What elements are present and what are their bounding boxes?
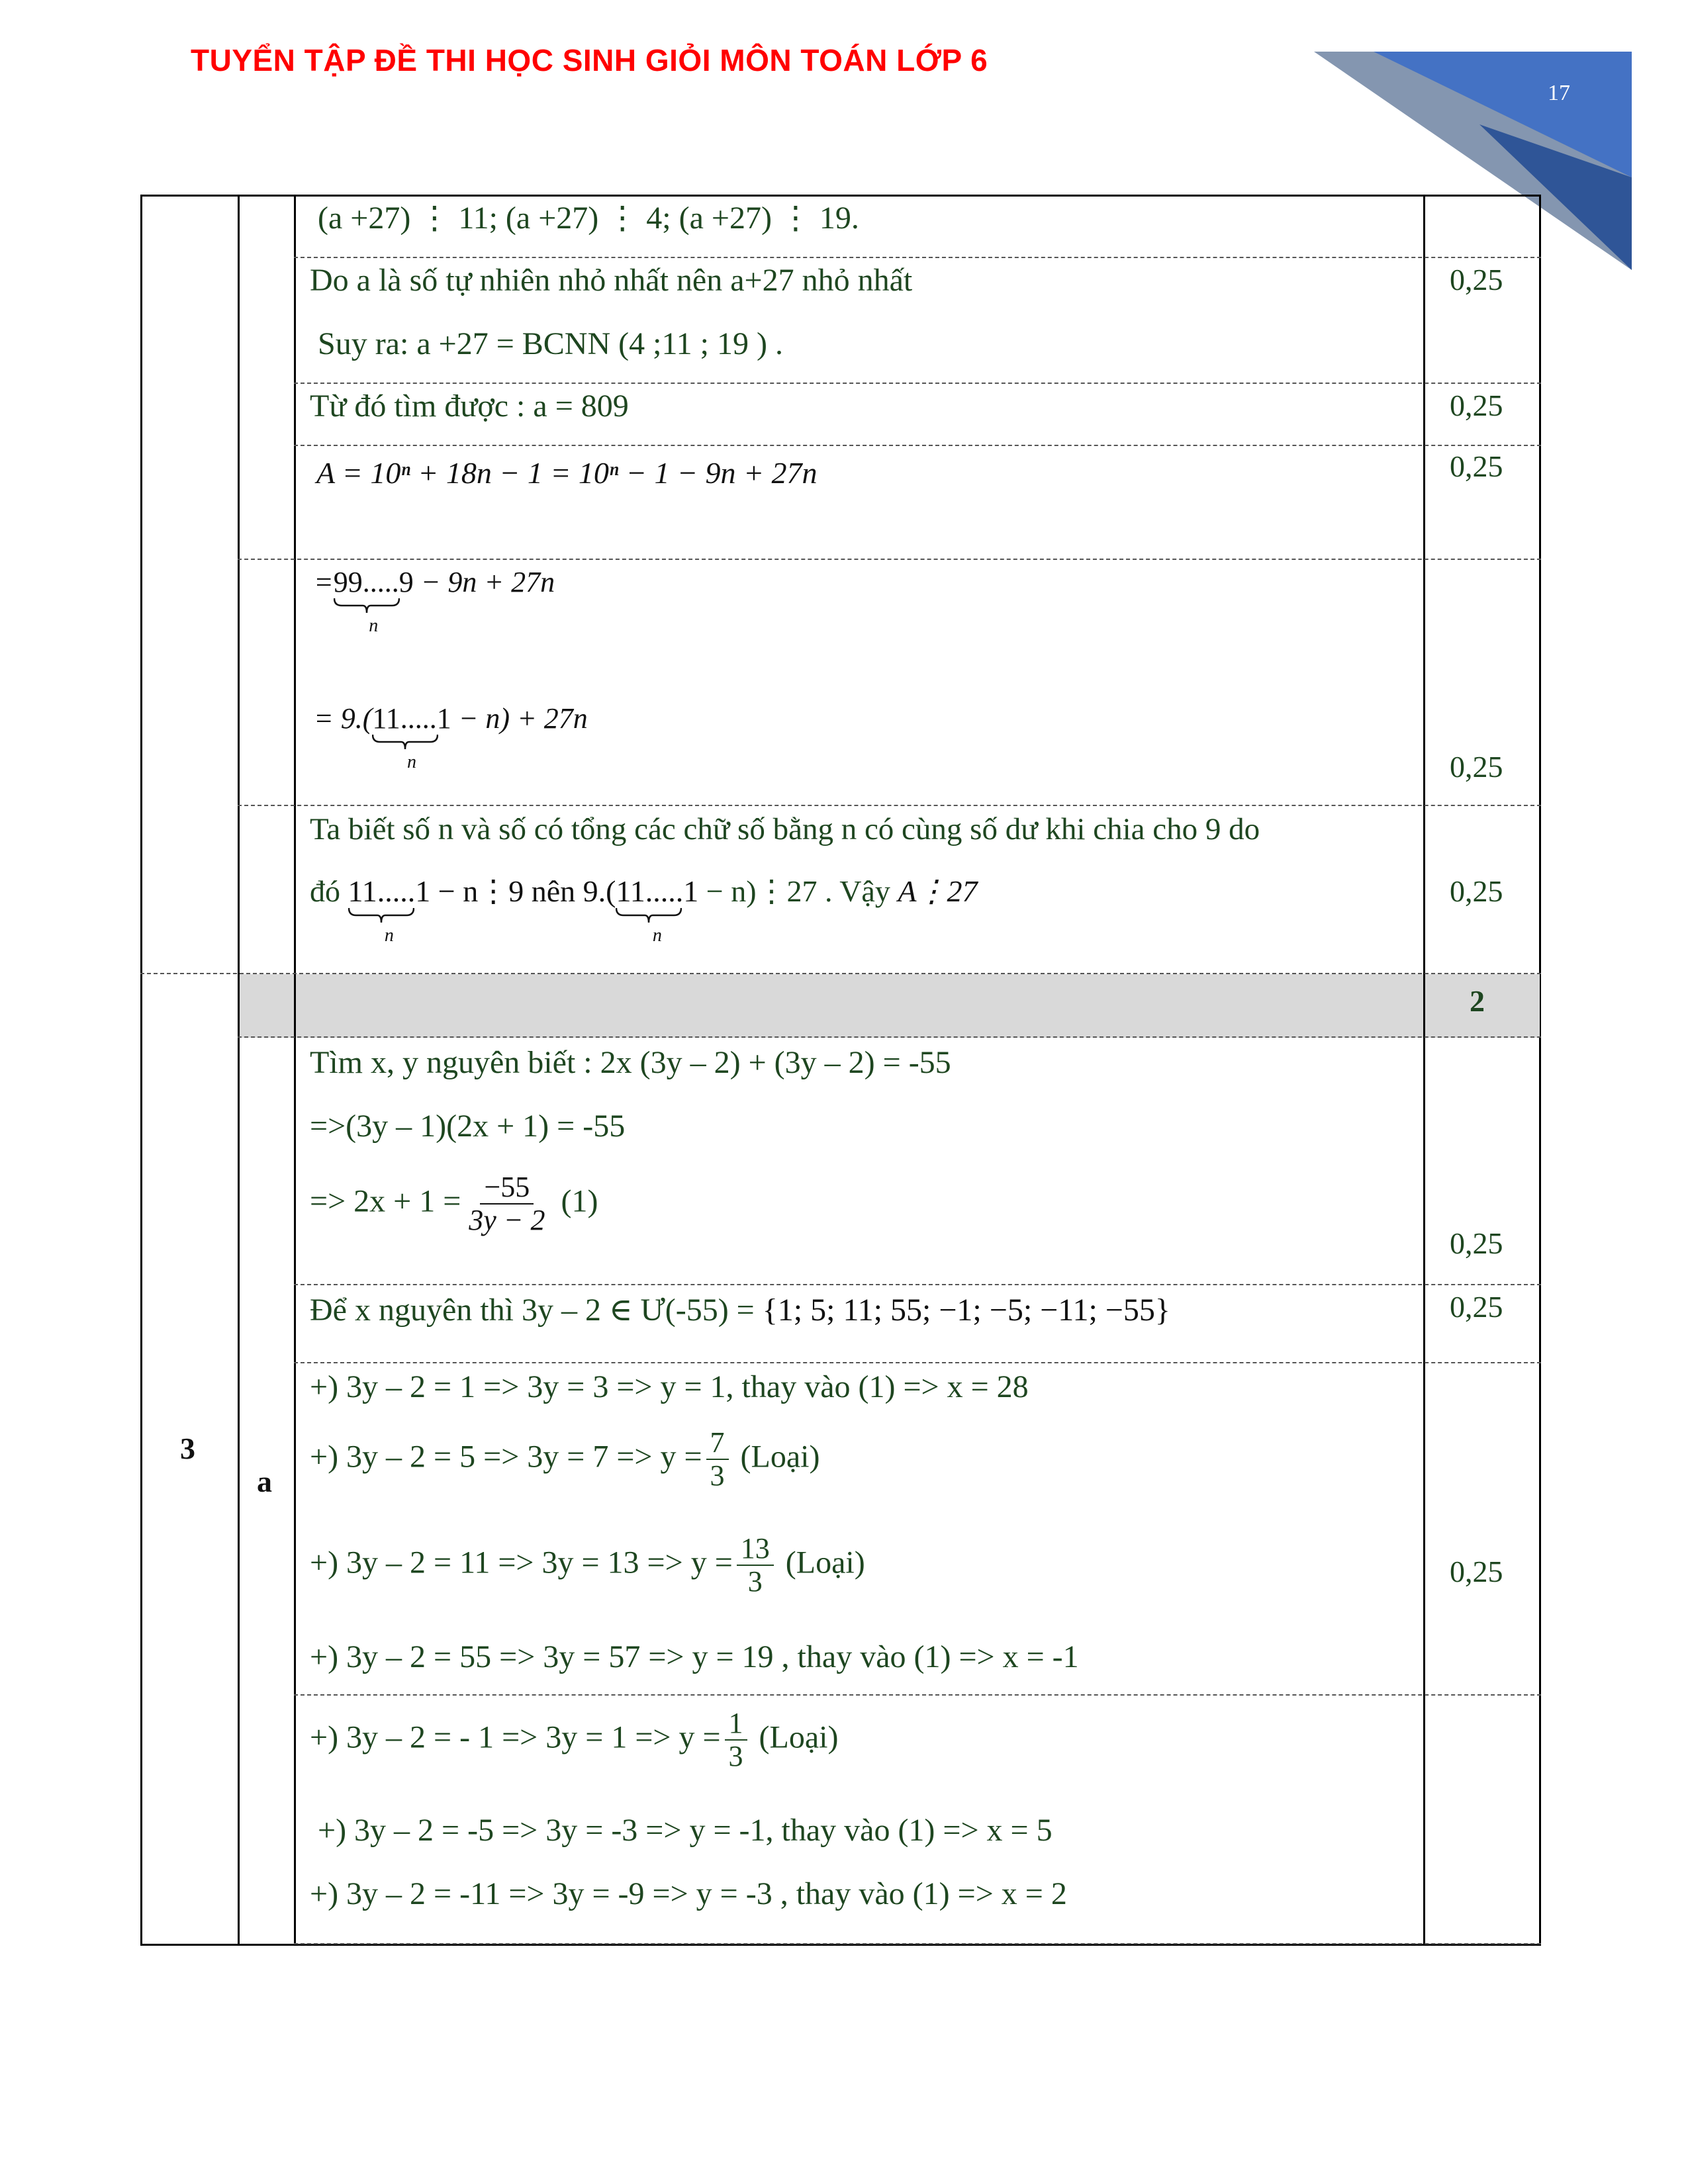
row5-l1-digits: 99.....9 [333,566,414,598]
row11-l1-den: 3 [728,1740,743,1773]
row5-line2 [314,702,588,772]
row8-score: 0,25 [1450,1226,1503,1260]
row11-l1-fraction [725,1707,747,1773]
row6-l2-braced1 [348,874,431,946]
question-number: 3 [180,1432,195,1465]
row5-l2-suffix: − n) + 27n [451,702,588,735]
row10-l3-suffix: (Loại) [777,1545,865,1580]
row9-text: Để x nguyên thì 3y – 2 ∈ Ư(-55) = [310,1293,763,1328]
row8-line2: =>(3y – 1)(2x + 1) = -55 [310,1109,626,1144]
row3-score: 0,25 [1450,388,1503,422]
row1-text: (a +27) ⋮ 11; (a +27) ⋮ 4; (a +27) ⋮ 19. [318,201,859,236]
row8-line3 [310,1171,598,1237]
row4-eq-var: A [316,456,335,490]
row9-score: 0,25 [1450,1290,1503,1324]
row2-line2: Suy ra: a +27 = BCNN (4 ;11 ; 19 ) . [318,326,783,361]
row8-l3-den: 3y − 2 [469,1204,545,1237]
row6-l2-mid1: − n⋮9 nên 9.( [430,874,616,908]
row2-line1: Do a là số tự nhiên nhỏ nhất nên a+27 nhỏ nhất [310,263,913,298]
row6-l2-d1: 11.....1 [348,874,431,908]
row8-l3-suffix: (1) [553,1183,598,1219]
row8-l3-num: −55 [480,1171,534,1205]
row6-l2-sub2: n [652,925,662,946]
row5-l1-braced [333,566,414,636]
row9-set: {1; 5; 11; 55; −1; −5; −11; −55} [762,1293,1170,1328]
row10-l3-prefix: +) 3y – 2 = 11 => 3y = 13 => y = [310,1545,733,1580]
row11-line3: +) 3y – 2 = -11 => 3y = -9 => y = -3 , thay vào (1) => x = 2 [310,1876,1067,1911]
row4-equation [316,458,818,488]
row6-l2-start: đó [310,874,348,908]
row5-l1-prefix: = [314,566,334,598]
row5-l1-sub: n [369,615,379,636]
row10-l3-fraction [737,1533,774,1598]
row5-l2-braced [372,702,451,772]
row10-line1: +) 3y – 2 = 1 => 3y = 3 => y = 1, thay vào (1) => x = 28 [310,1369,1029,1404]
row9-line [310,1295,1170,1326]
row6-l2-mid2: − n)⋮27 . Vậy [698,874,898,908]
row11-line2: +) 3y – 2 = -5 => 3y = -3 => y = -1, thay vào (1) => x = 5 [318,1813,1053,1848]
row6-line1: Ta biết số n và số có tổng các chữ số bằng n có cùng số dư khi chia cho 9 do [310,812,1260,846]
row6-score: 0,25 [1450,874,1503,908]
row8-l3-prefix: => 2x + 1 = [310,1183,461,1219]
row5-l1-suffix: − 9n + 27n [413,566,555,598]
row10-l2-num: 7 [706,1427,729,1460]
row6-l2-sub1: n [384,925,394,946]
row6-l2-end: A⋮27 [898,874,978,908]
row5-line1 [314,566,555,636]
row10-line4: +) 3y – 2 = 55 => 3y = 57 => y = 19 , thay vào (1) => x = -1 [310,1639,1079,1674]
row5-l2-digits: 11.....1 [372,702,451,735]
row11-l1-num: 1 [725,1707,747,1741]
row11-l1-suffix: (Loại) [751,1719,839,1755]
row11-line1 [310,1707,838,1773]
row5-score: 0,25 [1450,750,1503,784]
row2-score: 0,25 [1450,263,1503,296]
row7-score: 2 [1470,984,1485,1018]
row8-line1: Tìm x, y nguyên biết : 2x (3y – 2) + (3y – 2) = -55 [310,1045,951,1080]
row10-l2-den: 3 [710,1459,725,1492]
row10-line3 [310,1533,865,1598]
page-number: 17 [1548,81,1570,105]
row10-l2-prefix: +) 3y – 2 = 5 => 3y = 7 => y = [310,1439,702,1475]
row10-l3-num: 13 [737,1533,774,1566]
row5-l2-prefix: = 9.( [314,702,373,735]
row4-eq-rest: = 10ⁿ + 18n − 1 = 10ⁿ − 1 − 9n + 27n [334,456,818,490]
gray-row [238,974,1540,1038]
row10-l2-fraction [706,1427,729,1492]
row10-l3-den: 3 [747,1565,763,1598]
row6-l2-braced2 [616,874,699,946]
page-title: TUYỂN TẬP ĐỀ THI HỌC SINH GIỎI MÔN TOÁN LỚP 6 [191,43,988,77]
row4-score: 0,25 [1450,449,1503,483]
row11-l1-prefix: +) 3y – 2 = - 1 => 3y = 1 => y = [310,1719,721,1755]
row6-line2 [310,874,978,946]
row10-line2 [310,1427,820,1492]
row8-l3-fraction [465,1171,549,1237]
row10-l2-suffix: (Loại) [732,1439,820,1475]
row5-l2-sub: n [407,752,417,772]
row6-l2-d2: 11.....1 [616,874,699,908]
row3-text: Từ đó tìm được : a = 809 [310,388,629,424]
row10-score: 0,25 [1450,1555,1503,1588]
part-label: a [257,1465,272,1498]
